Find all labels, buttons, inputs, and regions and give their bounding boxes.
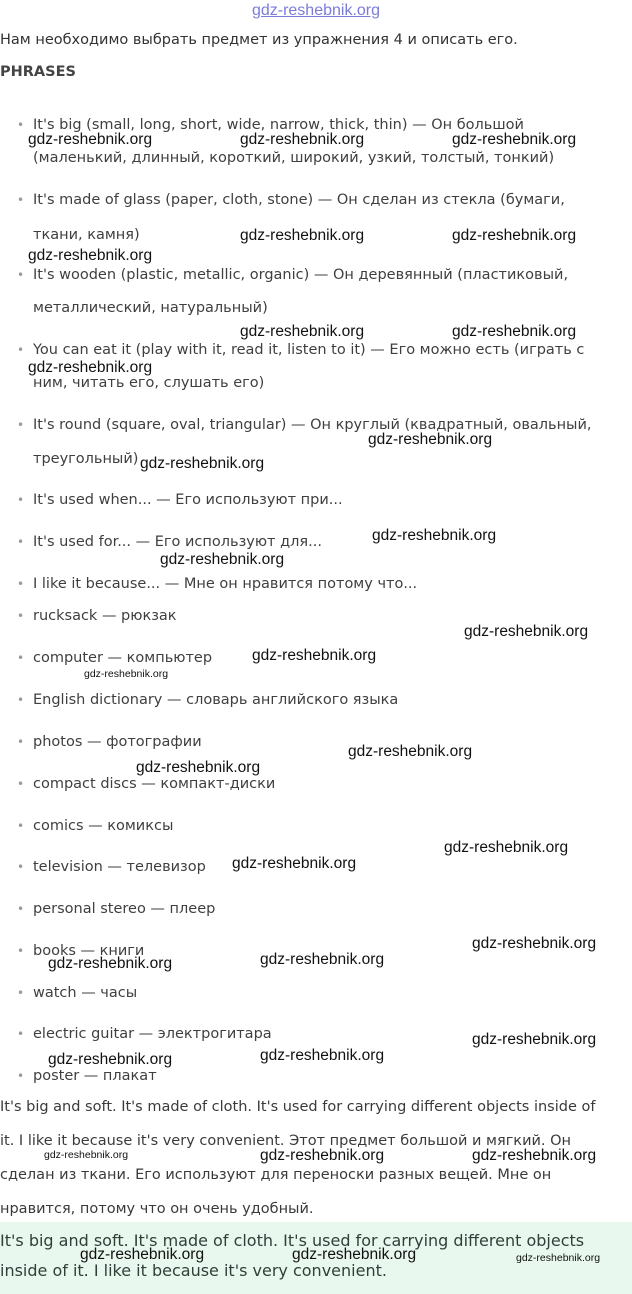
list-item-continuation [20, 442, 624, 476]
list-item [17, 483, 624, 517]
list-item-text: watch — часы [33, 985, 138, 1001]
list-item-text: rucksack — рюкзак [33, 608, 177, 624]
answer-line: it. I like it because it's very convenient. Этот предмет большой и мягкий. Он [0, 1133, 572, 1149]
list-item-text: comics — комиксы [33, 818, 174, 834]
watermark: gdz-reshebnik.org [444, 839, 569, 856]
list-item-text: You can eat it (play with it, read it, listen to it) — Его можно есть (играть с [33, 342, 585, 358]
list-item [17, 408, 624, 442]
answer-line: сделан из ткани. Его используют для переноски разных вещей. Мне он [0, 1167, 552, 1183]
bullet-icon: • [17, 693, 25, 707]
watermark: gdz-reshebnik.org [48, 955, 173, 972]
answer-line: It's big and soft. It's made of cloth. It's used for carrying different objects inside of [0, 1099, 596, 1115]
bullet-icon: • [17, 860, 25, 874]
bullet-icon: • [17, 268, 25, 282]
list-item [17, 567, 624, 601]
bullet-icon: • [17, 1027, 25, 1041]
list-item [17, 725, 624, 759]
watermark: gdz-reshebnik.org [452, 323, 577, 340]
bullet-icon: • [17, 193, 25, 207]
section-title: PHRASES [0, 64, 76, 80]
watermark: gdz-reshebnik.org [260, 1047, 385, 1064]
watermark: gdz-reshebnik.org [252, 647, 377, 664]
highlighted-answer-line: It's big and soft. It's made of cloth. It's used for carrying different objects [0, 1231, 585, 1250]
watermark: gdz-reshebnik.org [240, 131, 365, 148]
watermark: gdz-reshebnik.org [136, 759, 261, 776]
watermark: gdz-reshebnik.org [240, 323, 365, 340]
bullet-icon: • [17, 535, 25, 549]
site-link[interactable]: gdz-reshebnik.org [251, 2, 381, 19]
watermark: gdz-reshebnik.org [48, 1051, 173, 1068]
watermark: gdz-reshebnik.org [232, 855, 357, 872]
bullet-icon: • [17, 1069, 25, 1083]
watermark: gdz-reshebnik.org [452, 227, 577, 244]
watermark: gdz-reshebnik.org [84, 668, 169, 680]
list-item-continuation [20, 291, 624, 325]
bullet-icon: • [17, 493, 25, 507]
list-item [17, 976, 624, 1010]
list-item [17, 683, 624, 717]
list-item [17, 525, 624, 559]
highlighted-answer-line: inside of it. I like it because it's very convenient. [0, 1261, 387, 1280]
list-item-text: electric guitar — электрогитара [33, 1026, 272, 1042]
watermark: gdz-reshebnik.org [28, 359, 153, 376]
bullet-icon: • [17, 735, 25, 749]
list-item-text: compact discs — компакт-диски [33, 776, 276, 792]
watermark: gdz-reshebnik.org [368, 431, 493, 448]
watermark: gdz-reshebnik.org [452, 131, 577, 148]
list-item-text: computer — компьютер [33, 650, 213, 666]
bullet-icon: • [17, 577, 25, 591]
watermark: gdz-reshebnik.org [372, 527, 497, 544]
list-item-text: (маленький, длинный, короткий, широкий, узкий, толстый, тонкий) [33, 150, 555, 166]
intro-text: Нам необходимо выбрать предмет из упражнения 4 и описать его. [0, 32, 518, 48]
list-item [17, 809, 624, 843]
watermark: gdz-reshebnik.org [516, 1252, 601, 1264]
list-item-text: photos — фотографии [33, 734, 202, 750]
list-item-text: It's big (small, long, short, wide, narrow, thick, thin) — Он большой [33, 117, 524, 133]
bullet-icon: • [17, 777, 25, 791]
watermark: gdz-reshebnik.org [240, 227, 365, 244]
watermark: gdz-reshebnik.org [160, 551, 285, 568]
list-item [17, 892, 624, 926]
list-item-text: books — книги [33, 943, 145, 959]
list-item-text: It's used when... — Его используют при... [33, 492, 343, 508]
list-item-text: ткани, камня) [33, 227, 140, 243]
bullet-icon: • [17, 944, 25, 958]
answer-line: нравится, потому что он очень удобный. [0, 1201, 314, 1217]
watermark: gdz-reshebnik.org [140, 455, 265, 472]
list-item-text: It's used for... — Его используют для... [33, 534, 322, 550]
watermark: gdz-reshebnik.org [28, 131, 153, 148]
bullet-icon: • [17, 819, 25, 833]
bullet-icon: • [17, 651, 25, 665]
watermark: gdz-reshebnik.org [472, 935, 597, 952]
list-item [17, 183, 624, 217]
list-item-text: металлический, натуральный) [33, 300, 268, 316]
list-item-text: It's round (square, oval, triangular) — Он круглый (квадратный, овальный, [33, 417, 592, 433]
watermark: gdz-reshebnik.org [464, 623, 589, 640]
list-item-text: ним, читать его, слушать его) [33, 375, 265, 391]
list-item [17, 767, 624, 801]
list-item-text: I like it because... — Мне он нравится потому что... [33, 576, 418, 592]
bullet-icon: • [17, 609, 25, 623]
bullet-icon: • [17, 118, 25, 132]
watermark: gdz-reshebnik.org [472, 1147, 597, 1164]
list-item-text: It's wooden (plastic, metallic, organic) — Он деревянный (пластиковый, [33, 267, 569, 283]
bullet-icon: • [17, 986, 25, 1000]
watermark: gdz-reshebnik.org [348, 743, 473, 760]
bullet-icon: • [17, 418, 25, 432]
list-item-text: personal stereo — плеер [33, 901, 216, 917]
bullet-icon: • [17, 902, 25, 916]
watermark: gdz-reshebnik.org [44, 1149, 129, 1161]
list-item-text: English dictionary — словарь английского языка [33, 692, 399, 708]
watermark: gdz-reshebnik.org [472, 1031, 597, 1048]
watermark: gdz-reshebnik.org [260, 1147, 385, 1164]
watermark: gdz-reshebnik.org [260, 951, 385, 968]
list-item-text: треугольный) [33, 451, 139, 467]
list-item-text: poster — плакат [33, 1068, 157, 1084]
watermark: gdz-reshebnik.org [292, 1246, 417, 1263]
list-item-text: television — телевизор [33, 859, 206, 875]
list-item-text: It's made of glass (paper, cloth, stone) — Он сделан из стекла (бумаги, [33, 192, 565, 208]
bullet-icon: • [17, 343, 25, 357]
watermark: gdz-reshebnik.org [80, 1246, 205, 1263]
watermark: gdz-reshebnik.org [28, 247, 153, 264]
